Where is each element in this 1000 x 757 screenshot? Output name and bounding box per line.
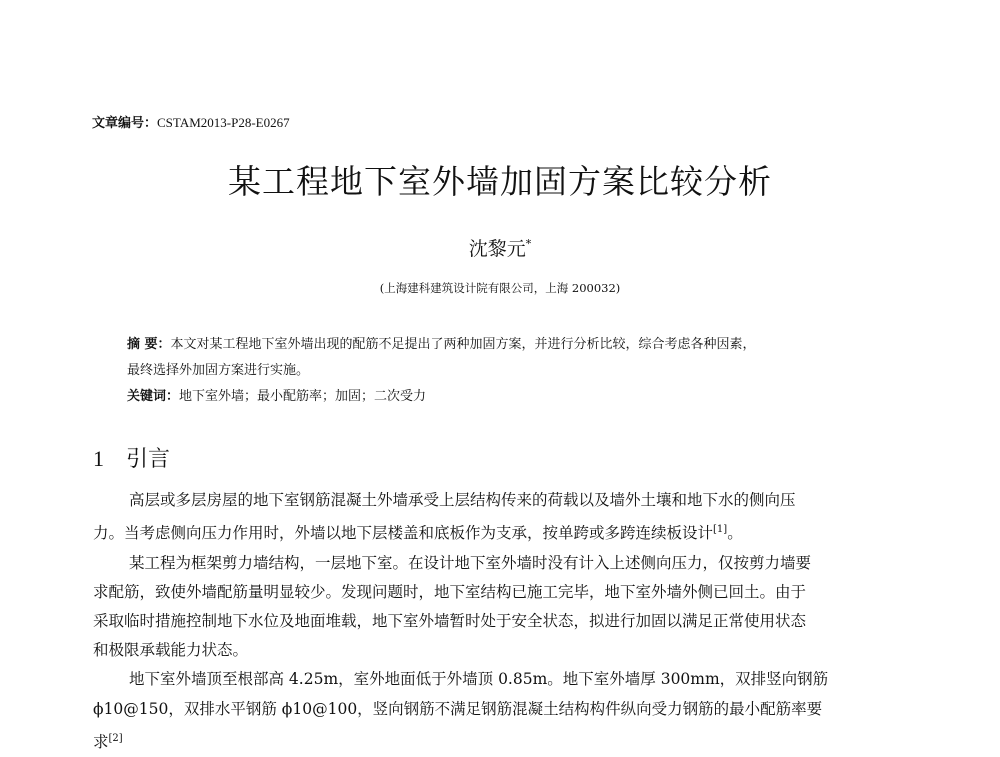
body-line: 和极限承载能力状态。 [93, 641, 249, 660]
body-line [93, 515, 913, 548]
body-line: 求配筋，致使外墙配筋量明显较少。发现问题时，地下室结构已施工完毕，地下室外墙外侧已回土。由于 [93, 582, 807, 601]
abstract-line-1 [127, 332, 887, 358]
section-heading [93, 442, 170, 473]
keywords-label: 关键词： [127, 389, 180, 404]
abstract-text-1: 本文对某工程地下室外墙出现的配筋不足提出了两种加固方案，并进行分析比较，综合考虑各种因素， [170, 337, 756, 352]
body-text [93, 486, 913, 757]
body-line: 地下室外墙顶至根部高 4.25m，室外地面低于外墙顶 0.85m。地下室外墙厚 300mm，双排竖向钢筋 [129, 670, 829, 689]
article-number-value: CSTAM2013-P28-E0267 [157, 115, 290, 130]
paper-title: 某工程地下室外墙加固方案比较分析 [228, 162, 772, 201]
affiliation: (上海建科建筑设计院有限公司，上海 200032) [379, 281, 621, 295]
keywords-text: 地下室外墙；最小配筋率；加固；二次受力 [179, 389, 427, 404]
citation-1: [1] [713, 524, 728, 536]
abstract-line-2: 最终选择外加固方案进行实施。 [127, 363, 310, 378]
article-number-label: 文章编号： [92, 115, 158, 130]
body-line: 高层或多层房屋的地下室钢筋混凝土外墙承受上层结构传来的荷载以及墙外土壤和地下水的侧向压 [129, 491, 796, 509]
keywords-line [127, 384, 887, 410]
article-number [92, 112, 290, 131]
author-line [0, 234, 1000, 261]
author-mark: * [525, 237, 532, 251]
end-mark: 。 [727, 524, 743, 543]
author-name: 沈黎元 [468, 238, 526, 260]
body-line [93, 724, 913, 757]
abstract-block [127, 332, 887, 410]
abstract-label: 摘 要： [127, 337, 171, 352]
body-line: ϕ10@150，双排水平钢筋 ϕ10@100，竖向钢筋不满足钢筋混凝土结构构件纵向受力钢筋的最小配筋率要 [93, 699, 823, 718]
citation-2: [2] [108, 732, 123, 744]
section-number: 1 [93, 446, 104, 471]
body-line: 采取临时措施控制地下水位及地面堆载，地下室外墙暂时处于安全状态，拟进行加固以满足正常使用状态 [93, 611, 807, 630]
body-line-text: 求 [93, 732, 109, 751]
section-title: 引言 [126, 447, 171, 472]
body-line: 某工程为框架剪力墙结构，一层地下室。在设计地下室外墙时没有计入上述侧向压力，仅按剪力墙要 [129, 553, 812, 572]
body-line-text: 力。当考虑侧向压力作用时，外墙以地下层楼盖和底板作为支承，按单跨或多跨连续板设计 [93, 524, 714, 543]
